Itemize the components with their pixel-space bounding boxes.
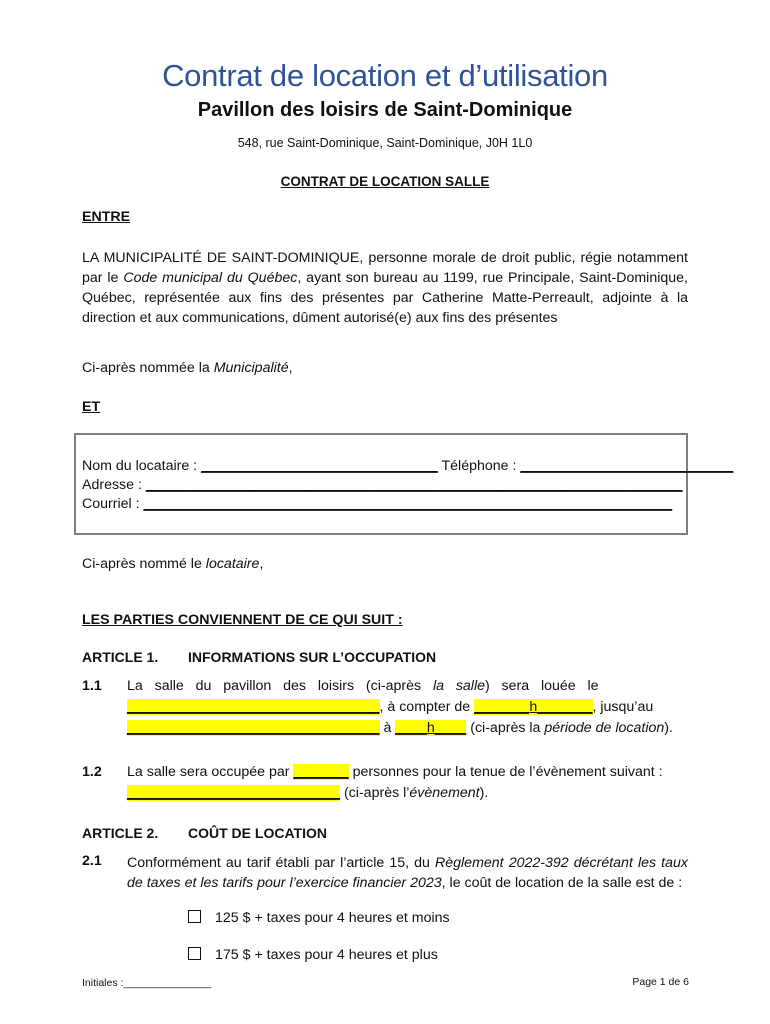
start-date-field[interactable]: ________________________________: [127, 699, 380, 715]
initials-footer: [82, 977, 211, 989]
document-title: Contrat de location et d’utilisation: [162, 58, 608, 93]
hereafter-tenant-post: ,: [259, 556, 264, 572]
section-1-2-line2: [127, 785, 488, 801]
option-4h-or-more[interactable]: [188, 947, 438, 963]
tenant-name-label: Nom du locataire :: [82, 458, 202, 474]
municipality-text-end: , ayant son bureau au 1199, rue Principale, Saint-Dominique, Québec, représentée aux fins des présentes par Catherine Matte-Perreault, adjointe à la direction et aux communications, dûment autorisé(e) aux fins des présentes: [82, 270, 688, 326]
start-minute-field[interactable]: _______: [537, 699, 593, 715]
venue-address: 548, rue Saint-Dominique, Saint-Dominique, J0H 1L0: [237, 136, 533, 150]
tenant-phone-field[interactable]: ___________________________: [520, 458, 734, 474]
end-time-label: à: [379, 720, 396, 736]
section-1-1-text: La salle du pavillon des loisirs (ci-après: [127, 678, 433, 694]
contract-title: CONTRAT DE LOCATION SALLE: [280, 174, 490, 189]
article-2-number: ARTICLE 2.: [82, 825, 159, 841]
tenant-name-row: [82, 458, 733, 474]
section-2-1-paragraph: [127, 853, 688, 893]
occupancy-text: personnes pour la tenue de l’évènement suivant :: [348, 764, 663, 780]
article-1-number: ARTICLE 1.: [82, 649, 159, 665]
section-1-1-text-end: ) sera louée le: [485, 678, 599, 694]
option-4h-or-less[interactable]: [188, 910, 450, 926]
event-pre: (ci-après l’: [340, 785, 410, 801]
article-2-title: COÛT DE LOCATION: [188, 825, 327, 841]
option-1-label: 125 $ + taxes pour 4 heures et moins: [215, 910, 450, 926]
page-number: Page 1 de 6: [632, 976, 689, 988]
hereafter-municipality: [82, 360, 293, 376]
tenant-address-field[interactable]: ____________________________________________________________________: [145, 477, 683, 493]
et-heading: ET: [82, 399, 101, 415]
municipality-text-start: LA MUNICIPALITÉ DE SAINT-DOMINIQUE, personne morale de droit public, régie notamment par le: [82, 250, 688, 286]
tenant-name-field[interactable]: ______________________________: [201, 458, 438, 474]
tenant-phone-label: Téléphone :: [437, 458, 521, 474]
entre-heading: ENTRE: [82, 209, 131, 225]
checkbox-option-2[interactable]: [188, 947, 201, 960]
start-time-label: , à compter de: [379, 699, 475, 715]
option-2-label: 175 $ + taxes pour 4 heures et plus: [215, 947, 438, 963]
checkbox-option-1[interactable]: [188, 910, 201, 923]
tariff-text: Conformément au tarif établi par l’article 15, du: [127, 855, 435, 871]
period-pre: (ci-après la: [466, 720, 545, 736]
event-field[interactable]: ___________________________: [127, 785, 341, 801]
event-term: évènement: [409, 785, 480, 801]
event-post: ).: [479, 785, 489, 801]
hereafter-tenant-pre: Ci-après nommé le: [82, 556, 206, 572]
municipal-code-reference: Code municipal du Québec: [123, 270, 298, 286]
people-count-field[interactable]: _______: [293, 764, 349, 780]
tenant-email-row: [82, 496, 672, 512]
document-subtitle: Pavillon des loisirs de Saint-Dominique: [197, 99, 573, 121]
hereafter-municipality-post: ,: [288, 360, 293, 376]
end-hour-field[interactable]: ____: [395, 720, 427, 736]
salle-term: la salle: [432, 678, 485, 694]
tenant-email-field[interactable]: ___________________________________________________________________: [143, 496, 673, 512]
tariff-text-end: , le coût de location de la salle est de :: [441, 875, 683, 891]
agreement-heading: LES PARTIES CONVIENNENT DE CE QUI SUIT :: [82, 612, 403, 628]
section-1-1-line1: [127, 678, 599, 694]
municipality-paragraph: [82, 248, 688, 328]
end-date-field[interactable]: ________________________________: [127, 720, 380, 736]
section-1-1-number: 1.1: [82, 678, 102, 694]
hour-separator: h: [529, 699, 538, 715]
hereafter-tenant: [82, 556, 263, 572]
section-1-1-line2: [127, 699, 653, 715]
start-hour-field[interactable]: _______: [474, 699, 530, 715]
occupancy-label: La salle sera occupée par: [127, 764, 294, 780]
section-1-1-line3: [127, 720, 673, 736]
hour-separator: h: [426, 720, 435, 736]
tenant-address-label: Adresse :: [82, 477, 146, 493]
section-2-1-number: 2.1: [82, 853, 102, 869]
end-minute-field[interactable]: ____: [434, 720, 467, 736]
until-label: , jusqu’au: [592, 699, 654, 715]
initials-label: Initiales :: [82, 977, 124, 989]
hereafter-municipality-pre: Ci-après nommée la: [82, 360, 214, 376]
regulation-reference: Règlement 2022-392 décrétant les taux de taxes et les tarifs pour l’exercice financier 2023: [127, 855, 688, 891]
section-1-2-line1: [127, 764, 663, 780]
tenant-email-label: Courriel :: [82, 496, 144, 512]
initials-field[interactable]: _______________: [123, 977, 212, 989]
tenant-address-row: [82, 477, 682, 493]
period-post: ).: [664, 720, 673, 736]
hereafter-municipality-term: Municipalité: [213, 360, 289, 376]
period-term: période de location: [544, 720, 665, 736]
section-1-2-number: 1.2: [82, 764, 102, 780]
article-1-title: INFORMATIONS SUR L’OCCUPATION: [188, 649, 437, 665]
hereafter-tenant-term: locataire: [205, 556, 260, 572]
